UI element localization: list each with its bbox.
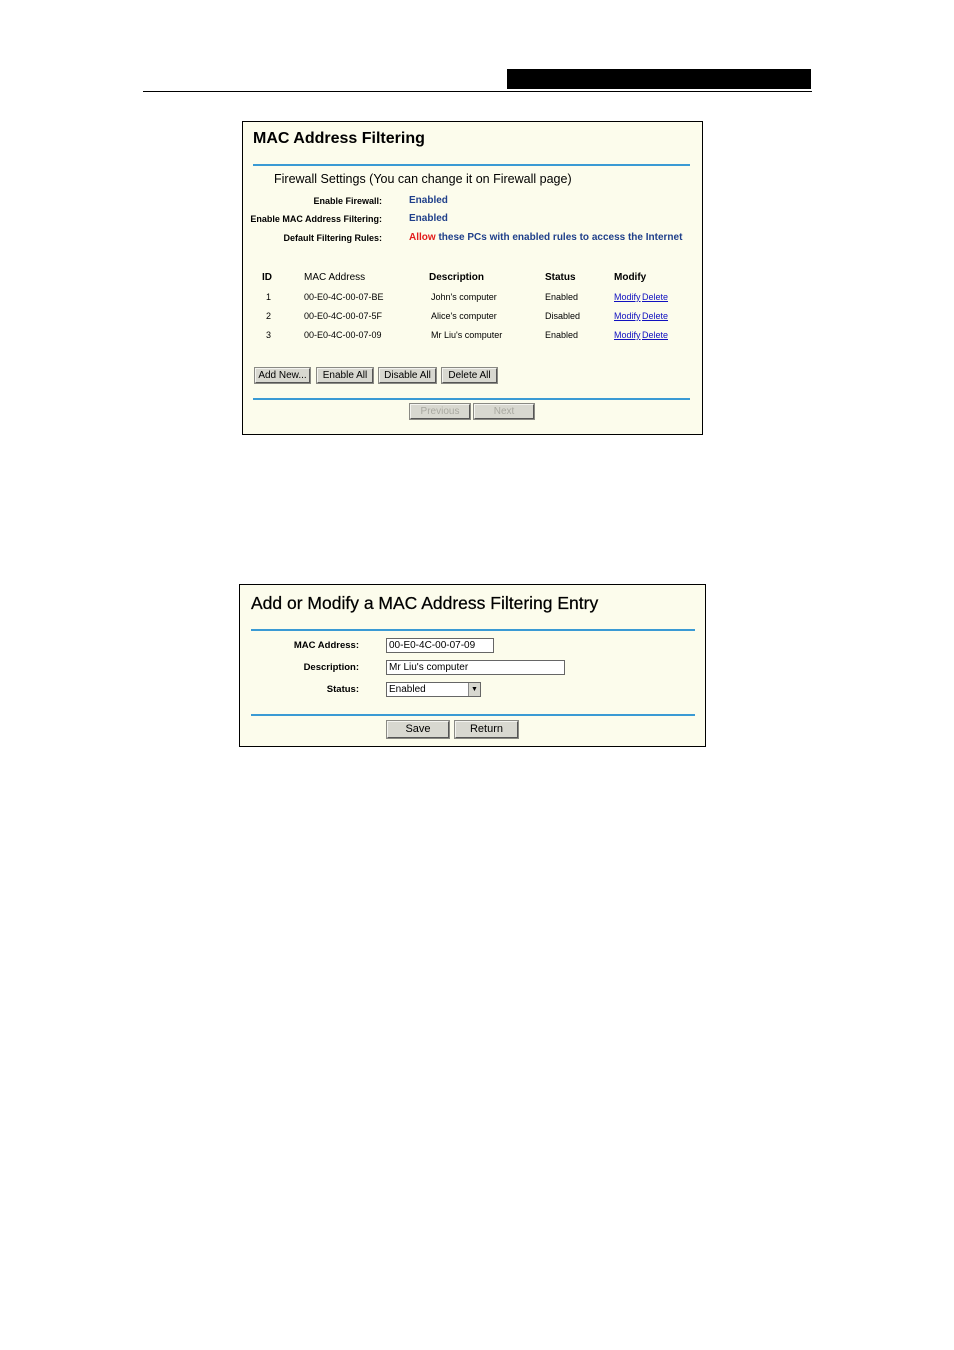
title-rule bbox=[251, 629, 695, 631]
bottom-rule bbox=[251, 714, 695, 716]
return-button[interactable]: Return bbox=[455, 721, 518, 738]
chevron-down-icon[interactable]: ▼ bbox=[468, 683, 480, 696]
firewall-settings-heading: Firewall Settings (You can change it on Firewall page) bbox=[274, 172, 572, 186]
entry-title: Add or Modify a MAC Address Filtering Entry bbox=[251, 593, 599, 613]
mac-filtering-panel bbox=[242, 121, 703, 435]
enable-firewall-value: Enabled bbox=[409, 195, 448, 206]
next-button[interactable]: Next bbox=[474, 404, 534, 419]
page-title: MAC Address Filtering bbox=[253, 130, 425, 147]
previous-button[interactable]: Previous bbox=[410, 404, 470, 419]
row-id: 1 bbox=[266, 292, 272, 302]
enable-firewall-label: Enable Firewall: bbox=[313, 196, 382, 206]
delete-link[interactable]: Delete bbox=[642, 330, 669, 340]
col-mac: MAC Address bbox=[304, 272, 366, 283]
mac-address-label: MAC Address: bbox=[293, 640, 359, 651]
delete-link[interactable]: Delete bbox=[642, 311, 669, 321]
mac-address-input[interactable]: 00-E0-4C-00-07-09 bbox=[386, 638, 494, 653]
enable-all-button[interactable]: Enable All bbox=[317, 368, 373, 383]
add-modify-entry-panel bbox=[239, 584, 706, 747]
row-description: Alice's computer bbox=[431, 311, 497, 321]
row-status: Disabled bbox=[545, 311, 581, 321]
row-mac: 00-E0-4C-00-07-5F bbox=[304, 311, 383, 321]
header-bar bbox=[507, 69, 811, 89]
save-button[interactable]: Save bbox=[387, 721, 449, 738]
status-label: Status: bbox=[326, 684, 359, 695]
row-description: Mr Liu's computer bbox=[431, 330, 503, 340]
col-id: ID bbox=[262, 272, 272, 283]
col-description: Description bbox=[429, 272, 485, 283]
description-input[interactable]: Mr Liu's computer bbox=[386, 660, 565, 675]
status-select[interactable] bbox=[386, 682, 481, 697]
row-id: 3 bbox=[266, 330, 272, 340]
col-status: Status bbox=[545, 272, 576, 283]
disable-all-button[interactable]: Disable All bbox=[379, 368, 436, 383]
row-id: 2 bbox=[266, 311, 272, 321]
delete-all-button[interactable]: Delete All bbox=[442, 368, 497, 383]
row-mac: 00-E0-4C-00-07-09 bbox=[304, 330, 382, 340]
default-rules-value bbox=[409, 232, 682, 243]
description-label: Description: bbox=[303, 662, 359, 673]
row-status: Enabled bbox=[545, 330, 579, 340]
modify-link[interactable]: Modify bbox=[614, 330, 641, 340]
modify-link[interactable]: Modify bbox=[614, 311, 641, 321]
status-select-value: Enabled bbox=[389, 684, 426, 695]
allow-keyword: Allow bbox=[409, 232, 436, 243]
add-new-button[interactable]: Add New... bbox=[255, 368, 310, 383]
bottom-rule bbox=[253, 398, 690, 400]
header-rule bbox=[143, 91, 812, 92]
default-rules-label: Default Filtering Rules: bbox=[283, 233, 382, 243]
enable-mac-filtering-label: Enable MAC Address Filtering: bbox=[250, 214, 382, 224]
title-rule bbox=[253, 164, 690, 166]
row-description: John's computer bbox=[431, 292, 497, 302]
row-status: Enabled bbox=[545, 292, 579, 302]
modify-link[interactable]: Modify bbox=[614, 292, 641, 302]
col-modify: Modify bbox=[614, 272, 647, 283]
delete-link[interactable]: Delete bbox=[642, 292, 669, 302]
row-mac: 00-E0-4C-00-07-BE bbox=[304, 292, 384, 302]
default-rules-text: these PCs with enabled rules to access the Internet bbox=[438, 232, 683, 243]
enable-mac-filtering-value: Enabled bbox=[409, 213, 448, 224]
